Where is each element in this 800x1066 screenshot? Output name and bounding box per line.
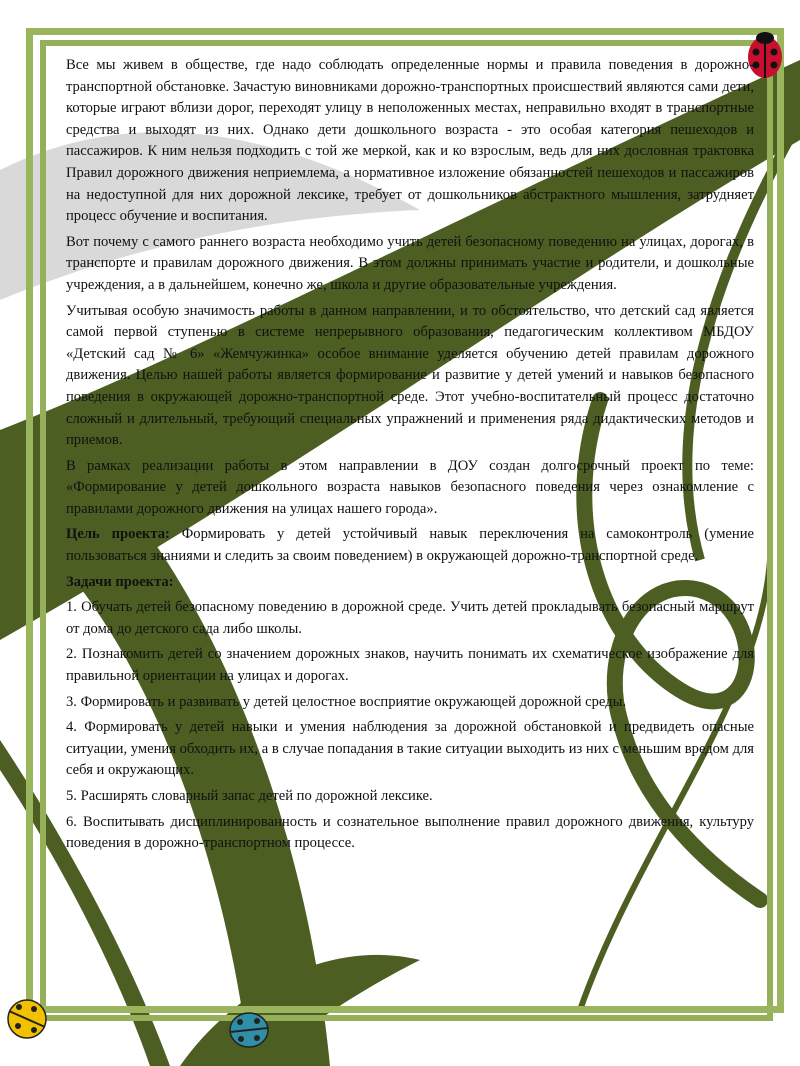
task-item: 6. Воспитывать дисциплинированность и сознательное выполнение правил дорожного движения, культуру поведения в дорожно-транспортном процессе. — [66, 813, 754, 852]
document-body — [66, 55, 754, 859]
goal-label: Цель проекта: — [66, 526, 170, 543]
task-item: 5. Расширять словарный запас детей по дорожной лексике. — [66, 788, 433, 804]
ladybug-teal-icon — [226, 1008, 272, 1052]
goal-text: Формировать у детей устойчивый навык переключения на самоконтроль (умение пользоваться знаниями и следить за своим поведением) в окружающей дорожно-транспортной среде. — [66, 526, 754, 565]
task-item: 2. Познакомить детей со значением дорожных знаков, научить понимать их схематическое изображение для правильной ориентации на улицах и дорогах. — [66, 646, 754, 685]
task-item: 3. Формировать и развивать у детей целостное восприятие окружающей дорожной среды. — [66, 693, 627, 710]
paragraph: Учитывая особую значимость работы в данном направлении, и то обстоятельство, что детский сад является самой первой ступенью в системе непрерывного образования, педагогическим коллективом МБДОУ «Детский сад № 6» «Жемчужинка» особое внимание уделяется обучению детей правилам дорожного движения. Целью нашей работы является формирование и развитие у детей умений и навыков безопасного поведения в окружающей дорожно-транспортной среде. Этот учебно-воспитательный процесс достаточно сложный и длительный, требующий специальных упражнений и применения ряда дидактических методов и приемов. — [66, 302, 754, 449]
goal-paragraph — [66, 524, 754, 567]
tasks-heading: Задачи проекта: — [66, 573, 174, 590]
paragraph: В рамках реализации работы в этом направлении в ДОУ создан долгосрочный проект по теме: «Формирование у детей дошкольного возраста навыков безопасного поведения через ознакомление с правилами дорожного движения на улицах нашего города». — [66, 457, 754, 517]
paragraph: Вот почему с самого раннего возраста необходимо учить детей безопасному поведению на улицах, дорогах, в транспорте и правилам дорожного движения. В этом должны принимать участие и родители, и дошкольные учреждения, а в дальнейшем, конечно же, школа и другие образовательные учреждения. — [66, 233, 754, 293]
paragraph: Все мы живем в обществе, где надо соблюдать определенные нормы и правила поведения в дорожно-транспортной обстановке. Зачастую виновниками дорожно-транспортных происшествий являются сами дети, которые играют вблизи дорог, переходят улицу в неположенных местах, неправильно входят в транспортные средства и выходят из них. Однако дети дошкольного возраста - это особая категория пешеходов и пассажиров. К ним нельзя подходить с той же меркой, как и ко взрослым, ведь для них дословная трактовка Правил дорожного движения неприемлема, а нормативное изложение обязанностей пешеходов и пассажиров на недоступной для них дорожной лексике, требует от дошкольников абстрактного мышления, затрудняет процесс обучение и воспитания. — [66, 57, 754, 225]
ladybug-yellow-icon — [4, 996, 50, 1042]
task-item: 1. Обучать детей безопасному поведению в дорожной среде. Учить детей прокладывать безопасный маршрут от дома до детского сада либо школы. — [66, 599, 754, 637]
task-item: 4. Формировать у детей навыки и умения наблюдения за дорожной обстановкой и предвидеть опасные ситуации, умения обходить их, а в случае попадания в такие ситуации выходить из них с меньшим вредом для себя и окружающих. — [66, 719, 754, 779]
